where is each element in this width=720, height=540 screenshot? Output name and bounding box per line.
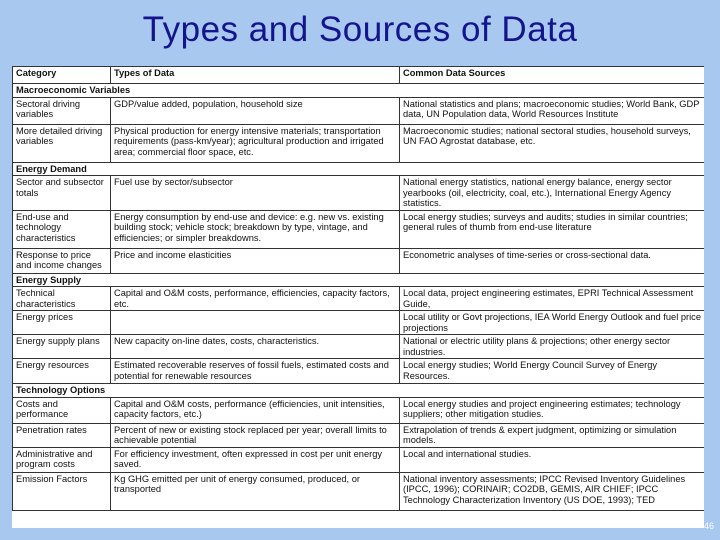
cell-category: Sector and subsector totals	[13, 176, 111, 211]
table-row	[13, 210, 705, 248]
cell-data-sources: Local energy studies; World Energy Council Survey of Energy Resources.	[400, 359, 705, 384]
cell-category: Emission Factors	[13, 472, 111, 510]
cell-data-sources: National statistics and plans; macroeconomic studies; World Bank, GDP data, UN Population data, World Resources Institute	[400, 97, 705, 124]
table-section-row	[13, 84, 705, 98]
table-row	[13, 447, 705, 472]
section-heading: Macroeconomic Variables	[13, 84, 705, 98]
table-row	[13, 423, 705, 447]
table-row	[13, 335, 705, 359]
table-row	[13, 124, 705, 162]
table-body	[13, 84, 705, 511]
cell-types-of-data: Percent of new or existing stock replaced per year; overall limits to achievable potential	[111, 423, 400, 447]
table-row	[13, 311, 705, 335]
cell-data-sources: National or electric utility plans & projections; other energy sector industries.	[400, 335, 705, 359]
section-heading: Energy Supply	[13, 273, 705, 287]
data-sources-table-container	[12, 66, 704, 528]
cell-types-of-data: Kg GHG emitted per unit of energy consumed, produced, or transported	[111, 472, 400, 510]
cell-types-of-data: Capital and O&M costs, performance (efficiencies, unit intensities, capacity factors, etc.)	[111, 397, 400, 423]
cell-types-of-data: For efficiency investment, often expressed in cost per unit energy saved.	[111, 447, 400, 472]
cell-category: Response to price and income changes	[13, 248, 111, 273]
table-section-row	[13, 384, 705, 398]
cell-data-sources: Local energy studies; surveys and audits; studies in similar countries; general rules of thumb from end-use literature	[400, 210, 705, 248]
cell-category: End-use and technology characteristics	[13, 210, 111, 248]
slide-title: Types and Sources of Data	[142, 10, 578, 49]
cell-data-sources: National inventory assessments; IPCC Revised Inventory Guidelines (IPCC, 1996); CORINAIR; CO2DB, GEMIS, AIR CHIEF; IPCC Technology Characterization Inventory (US DOE, 1993); TED	[400, 472, 705, 510]
cell-category: Energy prices	[13, 311, 111, 335]
cell-category: Energy resources	[13, 359, 111, 384]
section-heading: Energy Demand	[13, 162, 705, 176]
cell-types-of-data: Capital and O&M costs, performance, efficiencies, capacity factors, etc.	[111, 287, 400, 311]
header-types-of-data: Types of Data	[111, 67, 400, 84]
cell-types-of-data: GDP/value added, population, household size	[111, 97, 400, 124]
header-common-data-sources: Common Data Sources	[400, 67, 705, 84]
header-category: Category	[13, 67, 111, 84]
cell-category: Technical characteristics	[13, 287, 111, 311]
table-row	[13, 97, 705, 124]
table-row	[13, 359, 705, 384]
data-sources-table	[12, 66, 704, 511]
cell-data-sources: Local energy studies and project engineering estimates; technology suppliers; other mitigation studies.	[400, 397, 705, 423]
table-header-row	[13, 67, 705, 84]
table-row	[13, 397, 705, 423]
section-heading: Technology Options	[13, 384, 705, 398]
cell-category: More detailed driving variables	[13, 124, 111, 162]
cell-types-of-data: Estimated recoverable reserves of fossil fuels, estimated costs and potential for renewable resources	[111, 359, 400, 384]
cell-data-sources: Extrapolation of trends & expert judgment, optimizing or simulation models.	[400, 423, 705, 447]
table-row	[13, 287, 705, 311]
cell-types-of-data: Energy consumption by end-use and device: e.g. new vs. existing building stock; vehicle stock; breakdown by type, vintage, and efficiencies; or simpler breakdowns.	[111, 210, 400, 248]
cell-types-of-data: New capacity on-line dates, costs, characteristics.	[111, 335, 400, 359]
cell-types-of-data: Physical production for energy intensive materials; transportation requirements (pass-km/year); agricultural production and irrigated area; commercial floor space, etc.	[111, 124, 400, 162]
table-row	[13, 248, 705, 273]
table-row	[13, 176, 705, 211]
cell-category: Sectoral driving variables	[13, 97, 111, 124]
cell-data-sources: Local utility or Govt projections, IEA World Energy Outlook and fuel price projections	[400, 311, 705, 335]
page-number: 46	[703, 521, 714, 531]
cell-data-sources: National energy statistics, national energy balance, energy sector yearbooks (oil, electricity, coal, etc.), International Energy Agency statistics.	[400, 176, 705, 211]
cell-types-of-data	[111, 311, 400, 335]
cell-category: Administrative and program costs	[13, 447, 111, 472]
cell-category: Penetration rates	[13, 423, 111, 447]
table-section-row	[13, 162, 705, 176]
cell-category: Energy supply plans	[13, 335, 111, 359]
cell-data-sources: Macroeconomic studies; national sectoral studies, household surveys, UN FAO Agrostat database, etc.	[400, 124, 705, 162]
cell-category: Costs and performance	[13, 397, 111, 423]
cell-data-sources: Local data, project engineering estimates, EPRI Technical Assessment Guide,	[400, 287, 705, 311]
cell-types-of-data: Price and income elasticities	[111, 248, 400, 273]
table-section-row	[13, 273, 705, 287]
cell-types-of-data: Fuel use by sector/subsector	[111, 176, 400, 211]
cell-data-sources: Econometric analyses of time-series or cross-sectional data.	[400, 248, 705, 273]
table-row	[13, 472, 705, 510]
cell-data-sources: Local and international studies.	[400, 447, 705, 472]
